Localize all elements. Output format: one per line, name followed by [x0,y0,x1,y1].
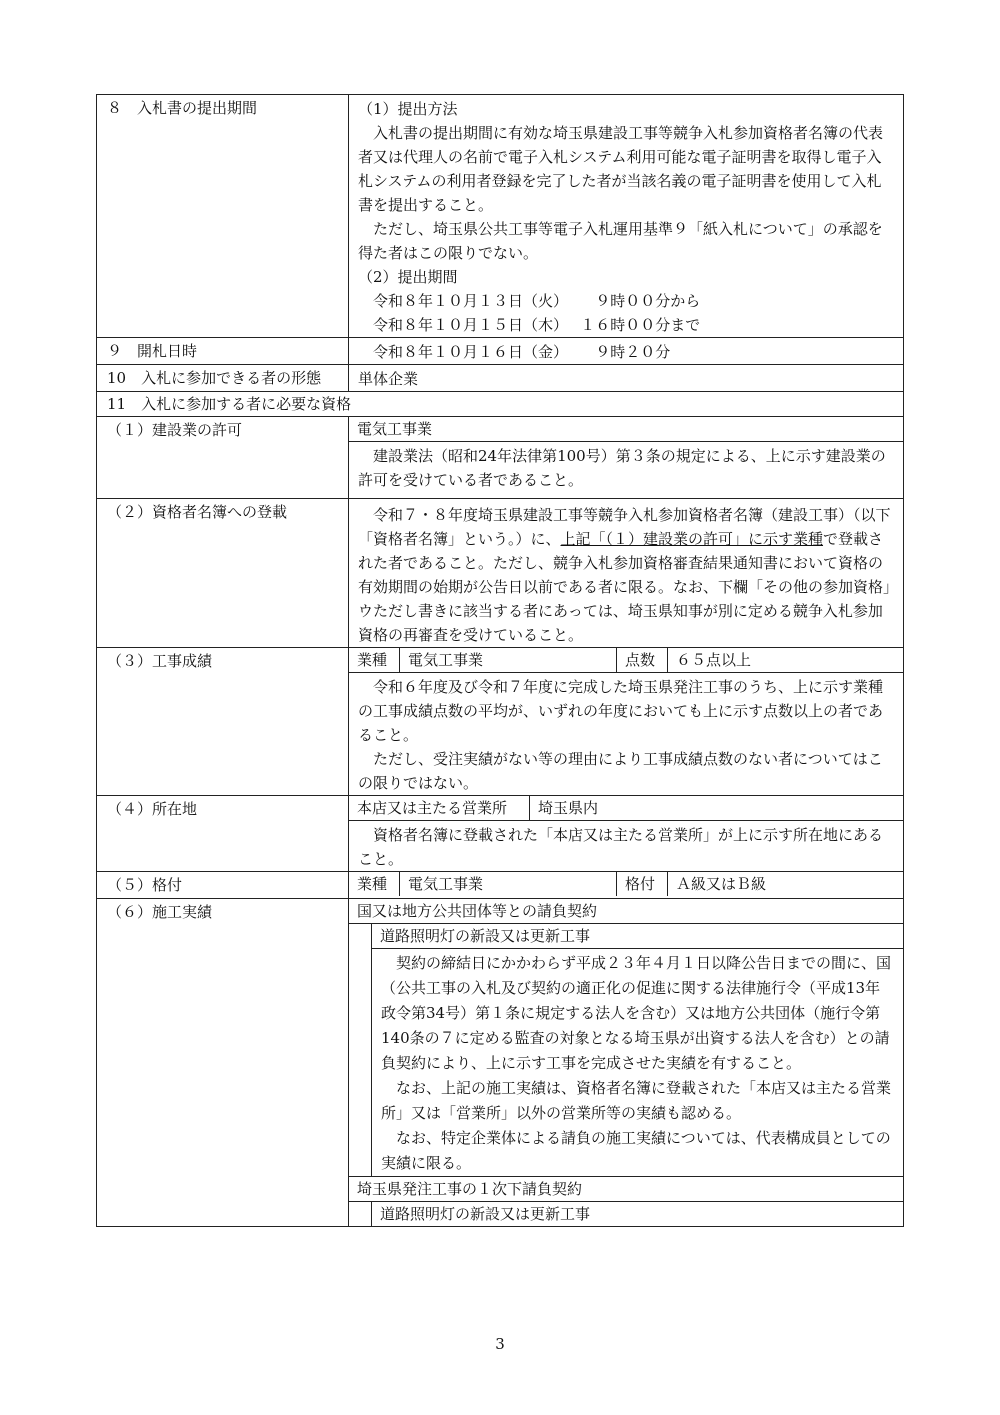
rating-industry: 電気工事業 [400,872,617,896]
label-rating: （５）格付 [97,872,349,898]
label-construction-record: （６）施工実績 [97,899,349,1226]
record-public-work-type: 道路照明灯の新設又は更新工事 [372,924,903,949]
performance-key-industry: 業種 [349,648,400,672]
label-construction-performance: （３）工事成績 [97,648,349,795]
performance-industry: 電気工事業 [400,648,617,672]
performance-criteria [349,648,903,673]
registry-text: 令和７・８年度埼玉県建設工事等競争入札参加資格者名簿（建設工事）（以下「資格者名簿」という。）に、上記「（１）建設業の許可」に示す業種で登載された者であること。ただし、競争入札参加資格審査結果通知書において資格の有効期間の始期が公告日以前である者に限る。なお、下欄「その他の参加資格」ウただし書きに該当する者にあっては、埼玉県知事が別に定める競争入札参加資格の再審査を受けていること。 [358,506,891,644]
registry-underlined-text: 上記「（１）建設業の許可」に示す業種 [560,530,824,548]
record-text-1: 契約の締結日にかかわらず平成２３年４月１日以降公告日までの間に、国（公共工事の入札及び契約の適正化の促進に関する法律施行令（平成13年政令第34号）第１条に規定する法人を含む）又は地方公共団体（施行令第140条の７に定める監査の対象となる埼玉県が出資する法人を含む）との請負契約により、上に示す工事を完成させた実績を有すること。 [381,954,892,1072]
row-construction-record [97,898,903,1226]
record-subcontract-heading: 埼玉県発注工事の１次下請負契約 [349,1176,903,1202]
row-construction-license [97,416,903,498]
performance-text: 令和６年度及び令和７年度に完成した埼玉県発注工事のうち、上に示す業種の工事成績点数の平均が、いずれの年度においても上に示す点数以上の者であること。 [358,678,884,744]
participant-form-value: 単体企業 [358,370,419,388]
row-opening-datetime [97,337,903,364]
row-rating [97,871,903,898]
location-value: 埼玉県内 [538,799,599,817]
label-participant-form: 10 入札に参加できる者の形態 [97,365,349,391]
opening-datetime-value: 令和８年１０月１６日（金） ９時２０分 [373,343,671,361]
bid-requirements-table [96,94,904,1227]
page-number: 3 [495,1335,505,1353]
submission-end: 令和８年１０月１５日（木） １６時００分まで [373,316,701,334]
license-text: 建設業法（昭和24年法律第100号）第３条の規定による、上に示す建設業の許可を受けている者であること。 [358,447,886,489]
submission-start: 令和８年１０月１３日（火） ９時００分から [373,292,701,310]
submission-method-heading: （1）提出方法 [358,100,458,118]
row-participant-form [97,364,903,391]
license-type: 電気工事業 [349,417,903,442]
submission-method-text: 入札書の提出期間に有効な埼玉県建設工事等競争入札参加資格者名簿の代表者又は代理人の名前で電子入札システム利用可能な電子証明書を取得し電子入札システムの利用者登録を完了した者が当該名義の電子証明書を使用して入札書を提出すること。 [358,124,884,214]
record-text-2: なお、上記の施工実績は、資格者名簿に登載された「本店又は主たる営業所」又は「営業所」以外の営業所等の実績も認める。 [381,1079,892,1122]
submission-period-heading: （2）提出期間 [358,268,458,286]
qualifications-heading: 11 入札に参加する者に必要な資格 [107,395,352,413]
record-subcontract-work-type: 道路照明灯の新設又は更新工事 [380,1205,591,1223]
rating-grade: Ａ級又はＢ級 [676,875,767,893]
location-text: 資格者名簿に登載された「本店又は主たる営業所」が上に示す所在地にあること。 [358,826,884,868]
performance-key-score: 点数 [617,648,668,672]
paper-bid-exception: ただし、埼玉県公共工事等電子入札運用基準９「紙入札について」の承認を得た者はこの限りでない。 [358,220,883,262]
record-text-3: なお、特定企業体による請負の施工実績については、代表構成員としての実績に限る。 [381,1129,891,1172]
row-location [97,795,903,871]
label-location: （４）所在地 [97,796,349,871]
label-registry: （２）資格者名簿への登載 [97,499,349,647]
row-registry [97,498,903,647]
label-opening-datetime: ９ 開札日時 [97,338,349,364]
row-bid-submission-period [97,95,903,337]
performance-exception: ただし、受注実績がない等の理由により工事成績点数のない者についてはこの限りではない。 [358,750,883,792]
rating-key-grade: 格付 [617,872,668,896]
label-construction-license: （１）建設業の許可 [97,417,349,498]
location-key: 本店又は主たる営業所 [349,796,530,820]
rating-key-industry: 業種 [349,872,400,896]
row-construction-performance [97,647,903,795]
record-public-contract-heading: 国又は地方公共団体等との請負契約 [349,899,903,924]
performance-score: ６５点以上 [676,651,752,669]
row-qualifications-heading [97,391,903,416]
label-bid-submission-period: ８ 入札書の提出期間 [97,95,349,337]
